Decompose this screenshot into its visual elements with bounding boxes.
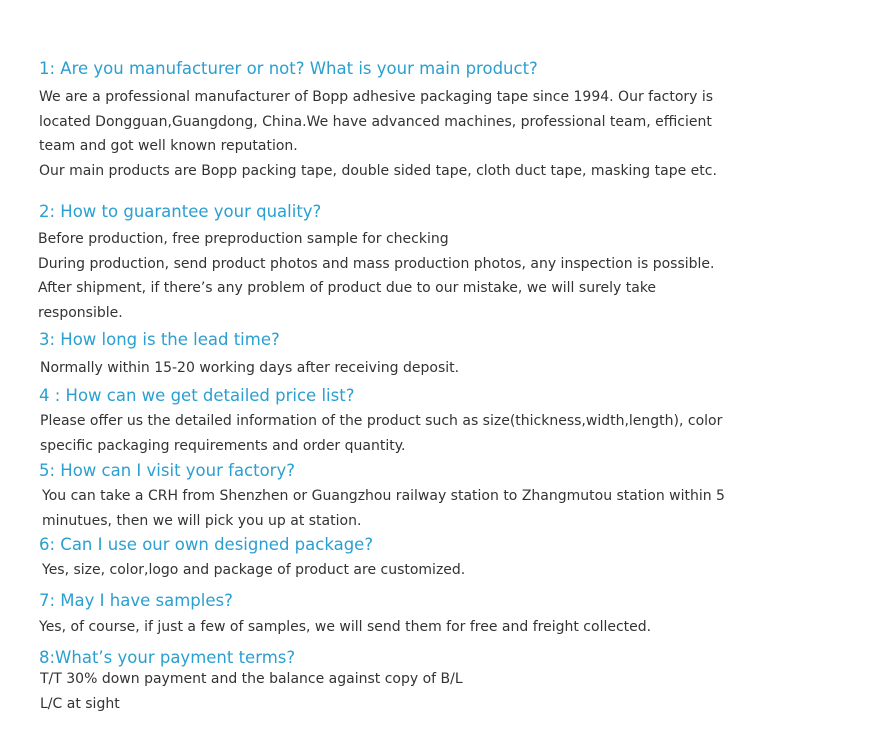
faq-question-1: 1: Are you manufacturer or not? What is your main product? [39, 59, 538, 78]
faq-answer-8-line-2: L/C at sight [40, 696, 120, 712]
faq-answer-2-line-1: Before production, free preproduction sample for checking [38, 231, 449, 247]
faq-answer-2-line-3: After shipment, if there’s any problem of product due to our mistake, we will surely take [38, 280, 657, 296]
faq-answer-3-line-1: Normally within 15-20 working days after receiving deposit. [40, 360, 460, 376]
faq-answer-1-line-1: We are a professional manufacturer of Bopp adhesive packaging tape since 1994. Our factory is [39, 89, 714, 105]
faq-answer-1-line-2: located Dongguan,Guangdong, China.We have advanced machines, professional team, efficient [39, 114, 712, 130]
faq-answer-1-line-3: team and got well known reputation. [39, 138, 298, 154]
faq-answer-6-line-1: Yes, size, color,logo and package of product are customized. [42, 562, 466, 578]
faq-question-5: 5: How can I visit your factory? [39, 461, 295, 480]
faq-question-4: 4 : How can we get detailed price list? [39, 386, 355, 405]
faq-answer-7-line-1: Yes, of course, if just a few of samples, we will send them for free and freight collected. [39, 619, 652, 635]
faq-answer-2-line-4: responsible. [38, 305, 123, 321]
faq-answer-1-line-4: Our main products are Bopp packing tape, double sided tape, cloth duct tape, masking tape etc. [39, 163, 717, 179]
faq-answer-2-line-2: During production, send product photos and mass production photos, any inspection is possible. [38, 256, 715, 272]
faq-question-7: 7: May I have samples? [39, 591, 233, 610]
faq-question-8: 8:What’s your payment terms? [39, 648, 296, 667]
faq-question-2: 2: How to guarantee your quality? [39, 202, 322, 221]
faq-answer-5-line-1: You can take a CRH from Shenzhen or Guangzhou railway station to Zhangmutou station within 5 [42, 488, 725, 504]
faq-answer-4-line-2: specific packaging requirements and order quantity. [40, 438, 406, 454]
faq-question-3: 3: How long is the lead time? [39, 330, 280, 349]
faq-answer-5-line-2: minutues, then we will pick you up at station. [42, 513, 362, 529]
faq-answer-8-line-1: T/T 30% down payment and the balance against copy of B/L [40, 671, 463, 687]
faq-answer-4-line-1: Please offer us the detailed information of the product such as size(thickness,width,length), color [40, 413, 723, 429]
faq-question-6: 6: Can I use our own designed package? [39, 535, 374, 554]
